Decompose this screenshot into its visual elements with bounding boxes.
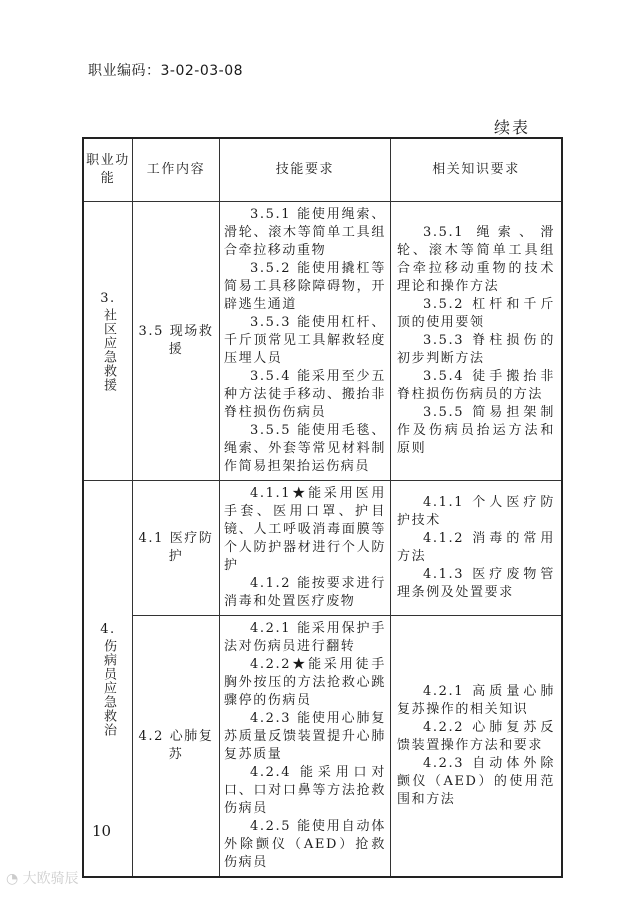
knowledge-item: 4.1.2 消毒的常用方法 — [397, 531, 555, 564]
table-row — [83, 202, 562, 481]
skills-cell — [220, 616, 391, 878]
continued-label: 续表 — [494, 118, 531, 137]
knowledge-item: 3.5.2 杠杆和千斤顶的使用要领 — [397, 297, 555, 330]
skill-item: 4.1.1★能采用医用手套、医用口罩、护目镜、人工呼吸消毒面膜等个人防护器材进行个人防护 — [224, 486, 386, 573]
skill-item: 4.2.3 能使用心肺复苏质量反馈装置提升心肺复苏质量 — [224, 711, 386, 762]
skill-item: 4.2.1 能采用保护手法对伤病员进行翻转 — [224, 621, 386, 654]
table-row — [83, 616, 562, 878]
knowledge-item: 3.5.5 简易担架制作及伤病员抬运方法和原则 — [397, 405, 555, 456]
skills-cell — [220, 481, 391, 616]
skill-item: 3.5.1 能使用绳索、滑轮、滚木等简单工具组合牵拉移动重物 — [224, 207, 386, 258]
table-row — [83, 481, 562, 616]
skill-item: 3.5.4 能采用至少五种方法徒手移动、搬抬非脊柱损伤伤病员 — [224, 369, 386, 420]
table-header-row — [83, 138, 562, 202]
column-header: 职业功能 — [83, 138, 133, 202]
skill-item: 4.2.2★能采用徒手胸外按压的方法抢救心跳骤停的伤病员 — [224, 657, 386, 708]
knowledge-cell — [391, 481, 563, 616]
knowledge-item: 3.5.4 徒手搬抬非脊柱损伤伤病员的方法 — [397, 369, 555, 402]
function-name: 伤病员应急救治 — [101, 638, 116, 737]
knowledge-item: 4.1.1 个人医疗防护技术 — [397, 495, 555, 528]
skill-item: 3.5.2 能使用撬杠等简易工具移除障碍物，开辟逃生通道 — [224, 261, 386, 312]
skill-item: 3.5.5 能使用毛毯、绳索、外套等常见材料制作简易担架抬运伤病员 — [224, 423, 386, 474]
column-header: 相关知识要求 — [391, 138, 563, 202]
function-number: 4. — [100, 621, 116, 637]
page-number: 10 — [92, 822, 112, 840]
knowledge-cell — [391, 616, 563, 878]
content-cell: 4.1 医疗防护 — [133, 481, 220, 616]
content-cell: 4.2 心肺复苏 — [133, 616, 220, 878]
watermark-text: 大欧骑辰 — [22, 871, 79, 887]
column-header: 技能要求 — [220, 138, 391, 202]
knowledge-cell — [391, 202, 563, 481]
skills-cell — [220, 202, 391, 481]
knowledge-item: 4.2.2 心肺复苏反馈装置操作方法和要求 — [397, 720, 555, 753]
knowledge-item: 4.2.1 高质量心肺复苏操作的相关知识 — [397, 684, 555, 717]
knowledge-item: 3.5.3 脊柱损伤的初步判断方法 — [397, 333, 555, 366]
watermark-logo: ◔ 大欧骑辰 — [6, 871, 79, 887]
function-name: 社区应急救援 — [101, 308, 116, 392]
function-cell — [83, 202, 133, 481]
occupation-code: 职业编码：3-02-03-08 — [88, 63, 244, 79]
skill-item: 3.5.3 能使用杠杆、千斤顶常见工具解救轻度压埋人员 — [224, 315, 386, 366]
function-number: 3. — [100, 291, 116, 306]
content-cell: 3.5 现场救援 — [133, 202, 220, 481]
skill-item: 4.2.5 能使用自动体外除颤仪（AED）抢救伤病员 — [224, 819, 386, 870]
column-header: 工作内容 — [133, 138, 220, 202]
knowledge-item: 4.2.3 自动体外除颤仪（AED）的使用范围和方法 — [397, 756, 555, 807]
knowledge-item: 3.5.1 绳索、滑轮、滚木等简单工具组合牵拉移动重物的技术理论和操作方法 — [397, 225, 555, 294]
function-cell — [83, 481, 133, 878]
occupation-standard-table — [82, 137, 563, 878]
skill-item: 4.1.2 能按要求进行消毒和处置医疗废物 — [224, 576, 386, 609]
skill-item: 4.2.4 能采用口对口、口对口鼻等方法抢救伤病员 — [224, 765, 386, 816]
knowledge-item: 4.1.3 医疗废物管理条例及处置要求 — [397, 567, 555, 600]
